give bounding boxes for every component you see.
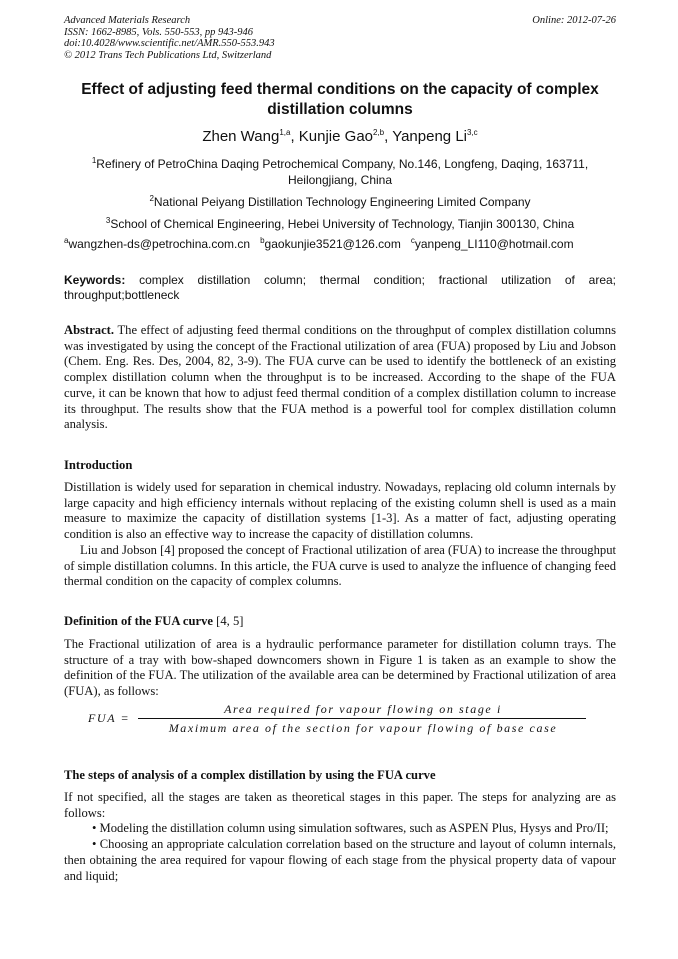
journal-doi: doi:10.4028/www.scientific.net/AMR.550-553.943 bbox=[64, 38, 275, 49]
affiliation-3: $^3$School of Chemical Engineering, Hebei University of Technology, Tianjin 300130, China bbox=[105, 216, 575, 231]
paragraph: The Fractional utilization of area is a hydraulic performance parameter for distillation column trays. The structure of a tray with bow-shaped downcomers shown in Figure 1 is taken as an example to show the definition of the FUA. The utilization of the available area can be determined by Fractional utilization of area (FUA), as follows: bbox=[64, 637, 616, 699]
fraction-bar bbox=[138, 718, 586, 719]
paragraph: If not specified, all the stages are taken as theoretical stages in this paper. The steps for analyzing are as follows: bbox=[64, 790, 616, 820]
abstract-text: The effect of adjusting feed thermal conditions on the throughput of complex distillation columns was investigated by using the concept of the Fractional utilization of area (FUA) proposed by Liu and Jobson (Chem. Eng. Res. Des, 2004, 82, 3-9). The FUA curve can be used to identify the bottleneck of an existing complex distillation column when the throughput is to be increased. According to the shape of the FUA curve, it can be known that how to adjust feed thermal condition of a complex distillation column to increase its throughput. The results show that the FUA method is a powerful tool for complex distillation column analysis. bbox=[64, 323, 616, 432]
section-heading-definition: Definition of the FUA curve [4, 5] bbox=[64, 614, 244, 628]
equation-lhs: FUA = bbox=[88, 711, 131, 725]
equation-denominator: Maximum area of the section for vapour flowing of base case bbox=[168, 721, 558, 735]
author-list: Zhen Wang$^{1,a}$, Kunjie Gao$^{2,b}$, Yanpeng Li$^{3,c}$ bbox=[202, 128, 478, 145]
author-name: Kunjie Gao bbox=[298, 128, 373, 145]
email-link[interactable]: yanpeng_LI110@hotmail.com bbox=[414, 237, 574, 251]
author-name: Yanpeng Li bbox=[392, 128, 467, 145]
list-item: • Choosing an appropriate calculation correlation based on the structure and layout of column internals, then obtaining the area required for vapour flowing of each stage from the physical property data of vapour and liquid; bbox=[64, 837, 616, 883]
journal-copyright: © 2012 Trans Tech Publications Ltd, Switzerland bbox=[64, 49, 272, 61]
author-sup: 3,c bbox=[467, 128, 478, 137]
paper-title: Effect of adjusting feed thermal conditions on the capacity of complex distillation columns bbox=[81, 81, 599, 118]
paragraph: Liu and Jobson [4] proposed the concept of Fractional utilization of area (FUA) to increase the throughput of simple distillation columns. In this article, the FUA curve is used to analyze the influence of changing feed thermal condition on the capacity of complex columns. bbox=[64, 542, 616, 589]
author-name: Zhen Wang bbox=[202, 128, 280, 145]
email-link[interactable]: wangzhen-ds@petrochina.com.cn bbox=[68, 237, 251, 251]
keywords-label: Keywords: bbox=[64, 273, 126, 287]
definition-body bbox=[64, 637, 616, 700]
author-sup: 2,b bbox=[373, 128, 385, 137]
fua-equation bbox=[88, 700, 588, 740]
list-item: • Modeling the distillation column using simulation softwares, such as ASPEN Plus, Hysys and Pro/II; bbox=[92, 821, 609, 836]
journal-issn: ISSN: 1662-8985, Vols. 550-553, pp 943-946 bbox=[64, 26, 253, 38]
abstract bbox=[64, 323, 616, 433]
paragraph: Distillation is widely used for separation in chemical industry. Nowadays, replacing old column internals by large capacity and high efficiency internals without replacing of the existing column shell is used as a main measure to maximize the capacity of distillation systems [1-3]. As a matter of fact, adjusting operating condition is also an effective way to increase the capacity of distillation columns. bbox=[64, 480, 616, 542]
keywords bbox=[64, 273, 616, 303]
section-heading-steps: The steps of analysis of a complex distillation by using the FUA curve bbox=[64, 768, 436, 782]
introduction-body bbox=[64, 480, 616, 590]
keywords-text: complex distillation column; thermal condition; fractional utilization of area; throughput;bottleneck bbox=[64, 273, 616, 302]
email-link[interactable]: gaokunjie3521@126.com bbox=[264, 237, 401, 251]
email-list: $^a$wangzhen-ds@petrochina.com.cn $^b$gaokunjie3521@126.com $^c$yanpeng_LI110@hotmail.com bbox=[64, 236, 574, 251]
equation-numerator: Area required for vapour flowing on stage i bbox=[224, 702, 502, 716]
affiliation-2: $^2$National Peiyang Distillation Technology Engineering Limited Company bbox=[149, 194, 531, 209]
journal-header bbox=[64, 15, 616, 61]
online-date: Online: 2012-07-26 bbox=[532, 15, 616, 26]
author-sup: 1,a bbox=[279, 128, 291, 137]
journal-name: Advanced Materials Research bbox=[64, 15, 191, 26]
steps-body bbox=[64, 790, 616, 884]
citation: [4, 5] bbox=[216, 614, 244, 628]
abstract-label: Abstract. bbox=[64, 323, 115, 337]
section-heading-introduction: Introduction bbox=[64, 458, 133, 472]
affiliation-1: $^1$Refinery of PetroChina Daqing Petrochemical Company, No.146, Longfeng, Daqing, 163711, Heilongjiang, China bbox=[91, 156, 589, 187]
